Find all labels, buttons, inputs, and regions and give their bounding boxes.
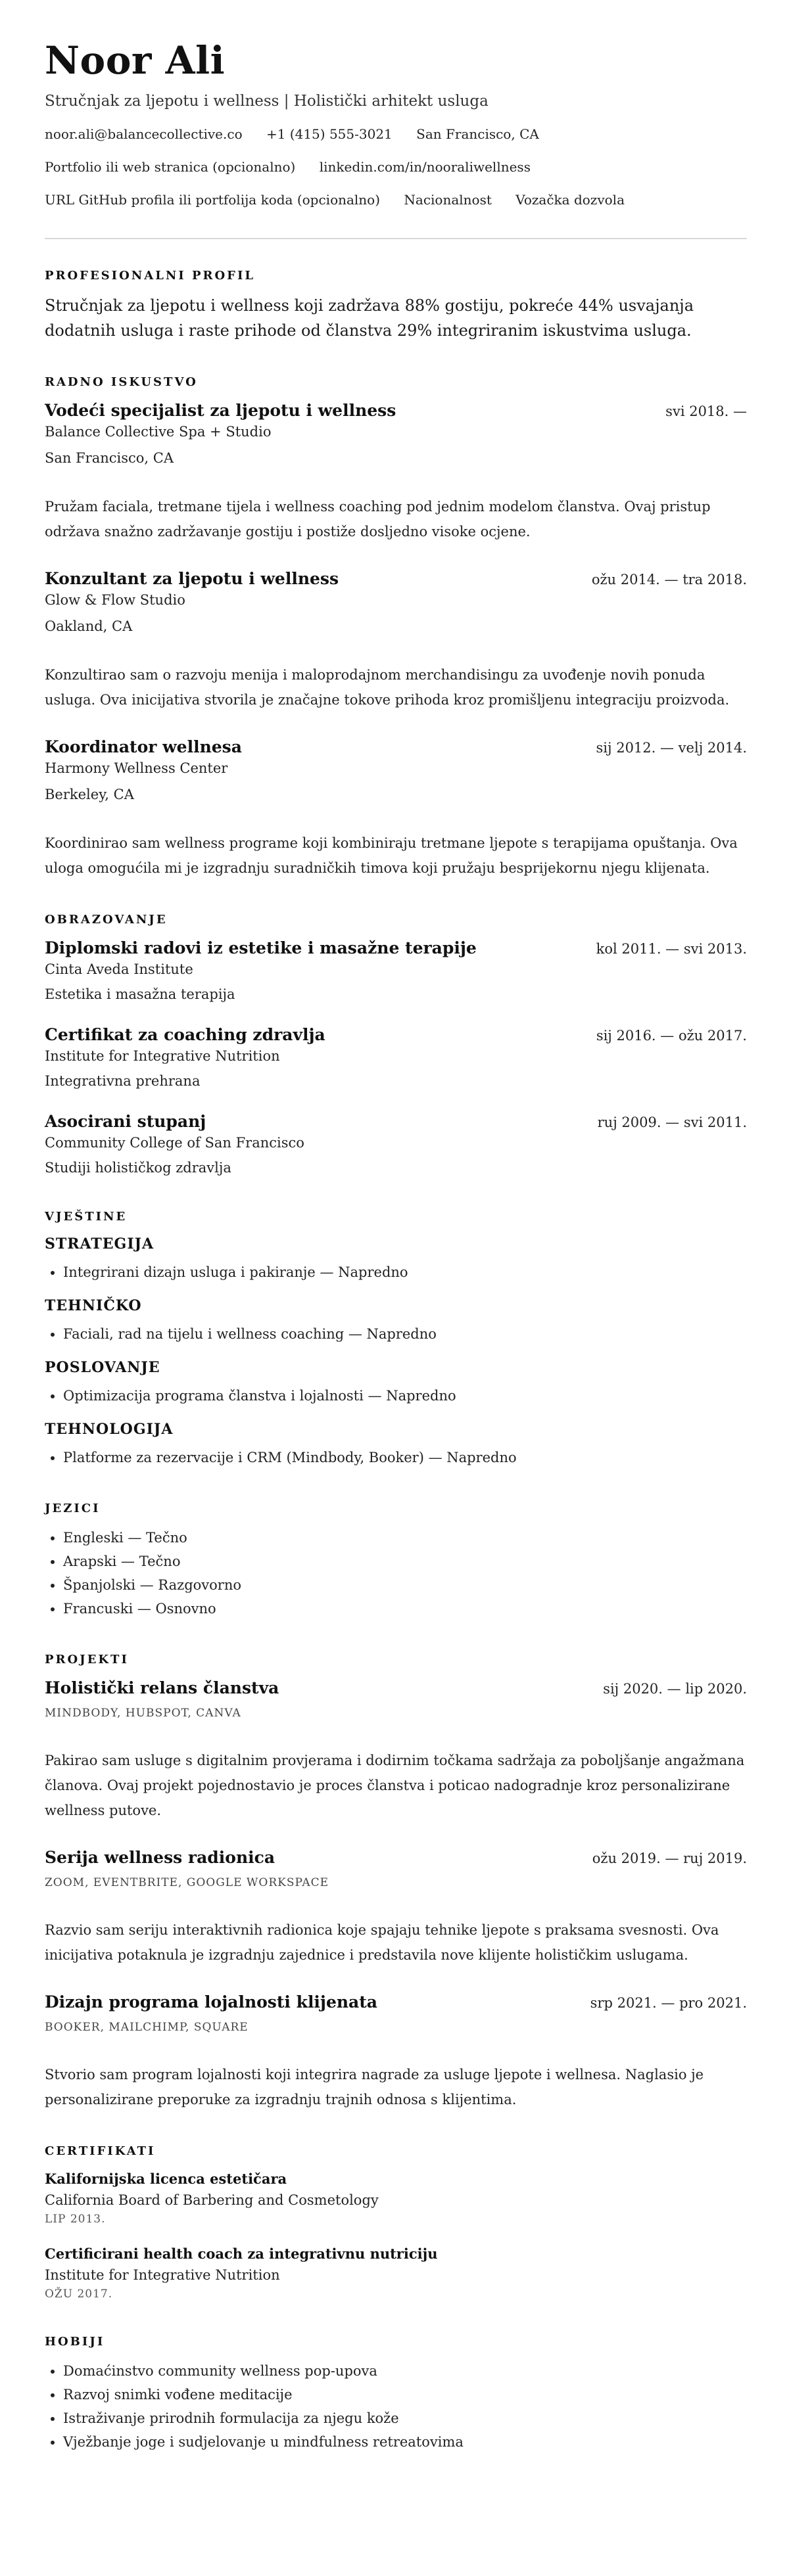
education-school: Community College of San Francisco [45,1135,304,1151]
project-date: sij 2020. — lip 2020. [603,1681,747,1697]
project-entry [45,1677,747,1823]
resume-page [45,0,747,2454]
experience-entry-head [45,736,747,758]
hobby-item: • Istraživanje prirodnih formulacija za njegu kože [63,2406,747,2430]
language-item: • Francuski — Osnovno [63,1597,747,1621]
experience-entry [45,736,747,881]
contact-row-1 [45,125,747,143]
project-entry-head [45,1991,747,2013]
skill-category: STRATEGIJA [45,1235,155,1253]
experience-entry [45,400,747,544]
education-degree: Asocirani stupanj [45,1112,206,1131]
education-entry-head [45,1024,747,1046]
skill-item: • Integrirani dizajn usluga i pakiranje — Napredno [63,1260,747,1284]
education-school: Institute for Integrative Nutrition [45,1048,280,1064]
education-entry [45,1024,747,1091]
project-entry-head [45,1847,747,1869]
languages-section [45,1501,747,1621]
hobby-list [45,2359,747,2454]
experience-description: Pružam faciala, tretmane tijela i wellness coaching pod jednim modelom članstva. Ovaj pristup održava snažno zadržavanje gostiju i postiže dosljedno visoke ocjene. [45,499,711,540]
project-tech: ZOOM, EVENTBRITE, GOOGLE WORKSPACE [45,1876,329,1889]
skill-category: TEHNIČKO [45,1297,142,1314]
education-date: kol 2011. — svi 2013. [596,941,747,957]
hobbies-section [45,2334,747,2454]
skill-list [45,1260,747,1284]
project-date: srp 2021. — pro 2021. [590,1995,747,2011]
skill-item: • Platforme za rezervacije i CRM (Mindbody, Booker) — Napredno [63,1446,747,1469]
education-heading: OBRAZOVANJE [45,913,168,927]
candidate-name: Noor Ali [45,38,226,83]
experience-location: Berkeley, CA [45,787,134,802]
hobbies-heading: HOBIJI [45,2335,105,2349]
contact-phone[interactable]: +1 (415) 555-3021 [266,126,393,142]
education-entry-head [45,937,747,959]
contact-driving-license: Vozačka dozvola [515,192,625,208]
contact-email[interactable]: noor.ali@balancecollective.co [45,126,243,142]
contact-portfolio[interactable]: Portfolio ili web stranica (opcionalno) [45,159,296,175]
experience-section [45,375,747,881]
profile-summary: Stručnjak za ljepotu i wellness koji zadržava 88% gostiju, pokreće 44% usvajanja dodatnih usluga i raste prihode od članstva 29% integriranim iskustvima usluga. [45,296,694,340]
experience-role: Vodeći specijalist za ljepotu i wellness [45,401,396,420]
contact-row-3 [45,191,747,209]
education-entry [45,937,747,1004]
skill-list [45,1446,747,1469]
education-section [45,912,747,1178]
education-date: ruj 2009. — svi 2011. [597,1115,747,1130]
profile-section [45,268,747,343]
education-degree: Diplomski radovi iz estetike i masažne terapije [45,938,477,957]
candidate-tagline: Stručnjak za ljepotu i wellness | Holistički arhitekt usluga [45,93,489,110]
resume-header [45,37,747,209]
project-entry [45,1991,747,2112]
certificate-name: Kalifornijska licenca estetičara [45,2171,287,2187]
experience-date: svi 2018. — [665,403,747,419]
experience-company: Harmony Wellness Center [45,760,228,776]
projects-heading: PROJEKTI [45,1653,129,1667]
languages-heading: JEZICI [45,1502,101,1515]
experience-role: Konzultant za ljepotu i wellness [45,569,339,588]
skill-category: POSLOVANJE [45,1359,160,1376]
project-tech: MINDBODY, HUBSPOT, CANVA [45,1707,241,1720]
project-entry-head [45,1677,747,1699]
education-date: sij 2016. — ožu 2017. [596,1028,747,1044]
certificates-heading: CERTIFIKATI [45,2144,156,2158]
experience-entry-head [45,568,747,590]
certificate-date: LIP 2013. [45,2213,106,2226]
language-item: • Engleski — Tečno [63,1526,747,1550]
project-name: Serija wellness radionica [45,1848,275,1867]
skill-item: • Optimizacija programa članstva i lojalnosti — Napredno [63,1384,747,1408]
experience-heading: RADNO ISKUSTVO [45,375,198,389]
project-name: Dizajn programa lojalnosti klijenata [45,1992,378,2012]
skill-list [45,1322,747,1346]
profile-heading: PROFESIONALNI PROFIL [45,269,256,283]
experience-description: Koordinirao sam wellness programe koji kombiniraju tretmane ljepote s terapijama opuštanja. Ova uloga omogućila mi je izgradnju suradničkih timova koji pružaju besprijekornu njegu klijenata. [45,835,738,876]
experience-company: Glow & Flow Studio [45,592,185,608]
language-item: • Arapski — Tečno [63,1550,747,1573]
certificates-section [45,2144,747,2303]
project-description: Stvorio sam program lojalnosti koji integrira nagrade za usluge ljepote i wellnesa. Naglasio je personalizirane preporuke za izgradnju trajnih odnosa s klijentima. [45,2067,704,2107]
language-item: • Španjolski — Razgovorno [63,1573,747,1597]
experience-role: Koordinator wellnesa [45,737,242,756]
skill-category: TEHNOLOGIJA [45,1421,174,1438]
experience-entry-head [45,400,747,422]
experience-location: San Francisco, CA [45,450,174,466]
contact-row-2 [45,158,747,176]
skill-list [45,1384,747,1408]
contact-linkedin[interactable]: linkedin.com/in/nooraliwellness [319,159,531,175]
project-entry [45,1847,747,1967]
certificate-issuer: Institute for Integrative Nutrition [45,2267,280,2283]
experience-company: Balance Collective Spa + Studio [45,424,272,440]
contact-location: San Francisco, CA [416,126,539,142]
certificate-entry [45,2243,747,2303]
project-name: Holistički relans članstva [45,1678,279,1697]
hobby-item: • Razvoj snimki vođene meditacije [63,2383,747,2406]
contact-github[interactable]: URL GitHub profila ili portfolija koda (opcionalno) [45,192,381,208]
project-description: Razvio sam seriju interaktivnih radionica koje spajaju tehnike ljepote s praksama svesnosti. Ova inicijativa potaknula je izgradnju zajednice i predstavila nove klijente holističkim uslugama. [45,1922,719,1963]
language-list [45,1526,747,1621]
experience-date: ožu 2014. — tra 2018. [591,572,747,587]
education-field: Studiji holističkog zdravlja [45,1160,231,1176]
certificate-issuer: California Board of Barbering and Cosmetology [45,2192,379,2208]
experience-description: Konzultirao sam o razvoju menija i maloprodajnom merchandisingu za uvođenje novih ponuda usluga. Ova inicijativa stvorila je značajne tokove prihoda kroz promišljenu integraciju proizvoda. [45,667,730,708]
skills-section [45,1209,747,1469]
skill-item: • Faciali, rad na tijelu i wellness coaching — Napredno [63,1322,747,1346]
header-divider [45,238,747,239]
education-entry [45,1111,747,1178]
education-entry-head [45,1111,747,1133]
certificate-date: OŽU 2017. [45,2288,113,2301]
projects-section [45,1652,747,2112]
project-date: ožu 2019. — ruj 2019. [592,1851,747,1866]
skills-heading: VJEŠTINE [45,1210,128,1224]
contact-nationality: Nacionalnost [404,192,492,208]
education-field: Integrativna prehrana [45,1073,201,1089]
certificate-entry [45,2169,747,2228]
hobby-item: • Vježbanje joge i sudjelovanje u mindfulness retreatovima [63,2430,747,2454]
education-field: Estetika i masažna terapija [45,986,235,1002]
education-degree: Certifikat za coaching zdravlja [45,1025,325,1044]
education-school: Cinta Aveda Institute [45,961,193,977]
experience-date: sij 2012. — velj 2014. [596,740,747,756]
hobby-item: • Domaćinstvo community wellness pop-upova [63,2359,747,2383]
experience-entry [45,568,747,712]
experience-location: Oakland, CA [45,618,133,634]
project-tech: BOOKER, MAILCHIMP, SQUARE [45,2021,249,2034]
certificate-name: Certificirani health coach za integrativnu nutriciju [45,2245,438,2262]
project-description: Pakirao sam usluge s digitalnim provjerama i dodirnim točkama sadržaja za poboljšanje angažmana članova. Ovaj projekt pojednostavio je proces članstva i poticao nadogradnje kroz personalizirane wellness putove. [45,1753,745,1818]
